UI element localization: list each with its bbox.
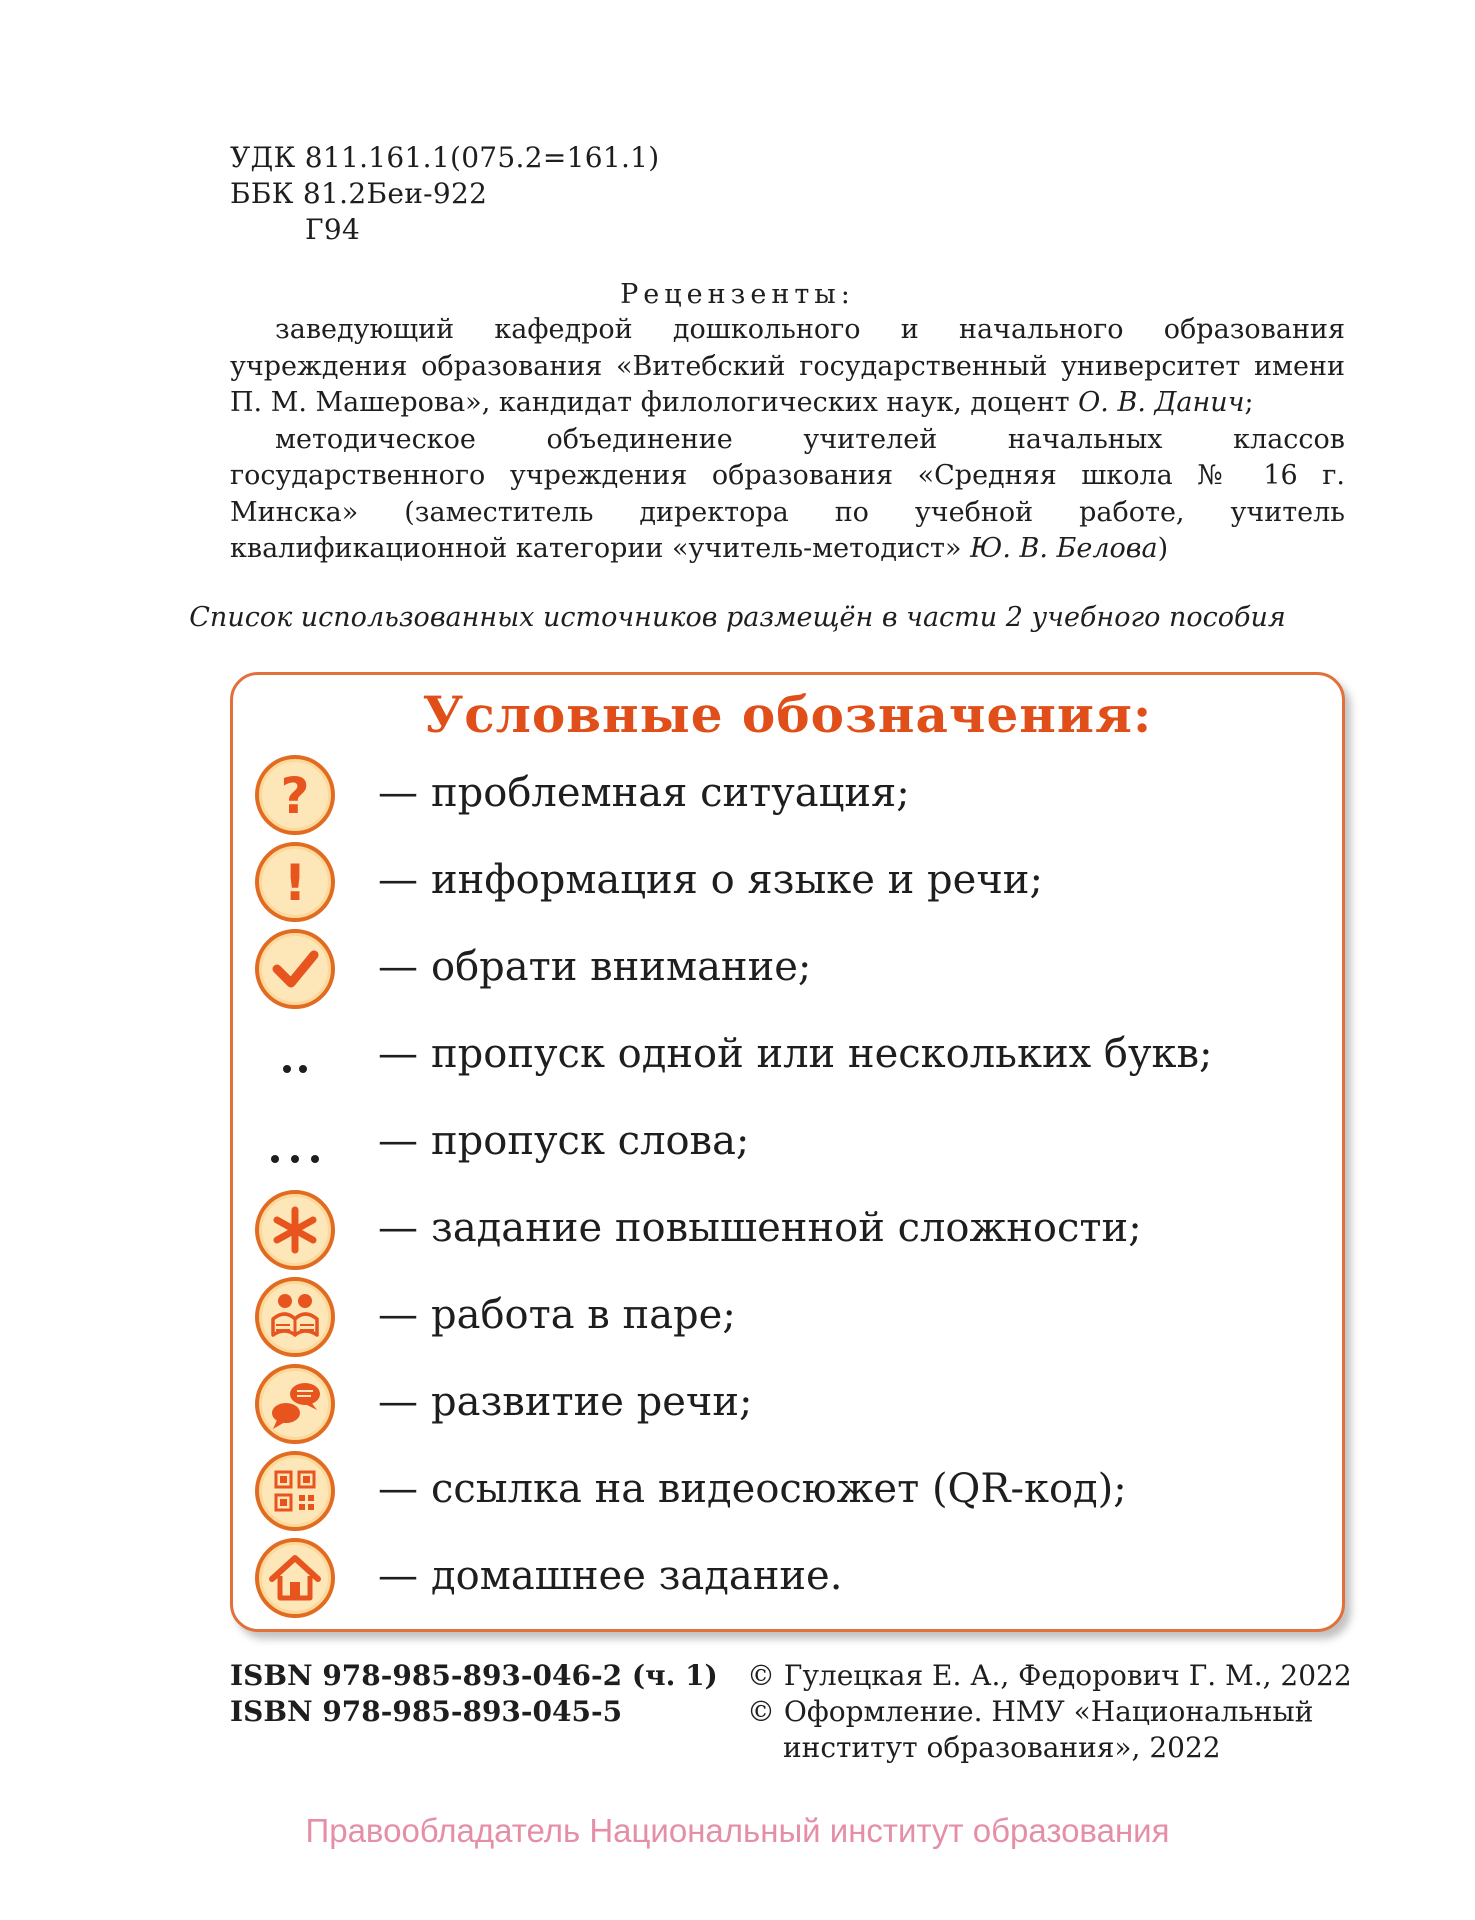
reviewer-2-description: методическое объединение учителей начальных классов государственного учреждения образования «Средняя школа № 16 г. Минска» (заместитель директора по учебной работе, учитель квалификационной категории «учитель-методист» [230, 423, 1345, 564]
rights-holder-watermark: Правообладатель Национальный институт образования [305, 1812, 1170, 1849]
copyright-design-line-1: © Оформление. НМУ «Национальный [747, 1695, 1314, 1728]
legend-text: информация о языке и речи; [431, 857, 1043, 903]
svg-text:!: ! [283, 854, 307, 912]
svg-text:?: ? [280, 767, 310, 825]
legend-text: ссылка на видеосюжет (QR-код); [431, 1466, 1127, 1512]
legend-item [253, 1449, 1313, 1533]
legend-item [253, 1362, 1313, 1446]
legend-text: пропуск одной или нескольких букв; [431, 1031, 1213, 1077]
isbn-general: ISBN 978-985-893-045-5 [230, 1695, 623, 1728]
copyright-design-line-2: институт образования», 2022 [783, 1731, 1221, 1764]
legend-item [253, 1275, 1313, 1359]
legend-dash: — [378, 1118, 418, 1164]
reviewer-1-description: заведующий кафедрой дошкольного и начального образования учреждения образования «Витебский государственный университет имени П. М. Машерова», кандидат филологических наук, доцент [230, 314, 1345, 418]
reviewer-paragraph-1 [230, 312, 1345, 422]
legend-item [253, 1188, 1313, 1272]
two-dots-icon [253, 1014, 337, 1098]
legend-text: обрати внимание; [431, 944, 812, 990]
author-sign: Г94 [305, 213, 361, 246]
reviewer-1-name: О. В. Данич [1078, 387, 1245, 418]
qr-code-icon [253, 1449, 337, 1533]
reviewers-heading: Рецензенты: [620, 279, 855, 310]
asterisk-icon [253, 1188, 337, 1272]
reviewer-1-end: ; [1244, 387, 1254, 418]
bibliographic-codes [230, 140, 660, 248]
legend-item [253, 1101, 1313, 1185]
sources-note: Список использованных источников размещён в части 2 учебного пособия [189, 602, 1286, 633]
legend-dash: — [378, 1031, 418, 1077]
legend-title: Условные обозначения: [422, 685, 1153, 744]
legend-dash: — [378, 857, 418, 903]
copyright-authors: © Гулецкая Е. А., Федорович Г. М., 2022 [747, 1659, 1352, 1692]
legend-text: работа в паре; [431, 1292, 736, 1338]
reviewer-2-end: ) [1157, 533, 1169, 564]
legend-item [253, 840, 1313, 924]
pair-work-icon [253, 1275, 337, 1359]
udk-code: УДК 811.161.1(075.2=161.1) [230, 141, 660, 174]
legend-item [253, 927, 1313, 1011]
reviewer-paragraph-2 [230, 422, 1345, 568]
legend-dash: — [378, 1379, 418, 1425]
reviewer-2-name: Ю. В. Белова [970, 533, 1158, 564]
question-icon [253, 753, 337, 837]
legend-dash: — [378, 1292, 418, 1338]
legend-dash: — [378, 1553, 418, 1599]
three-dots-icon [253, 1101, 337, 1185]
reviewers-text [230, 312, 1345, 568]
copyright-block [747, 1658, 1367, 1766]
legend-item [253, 753, 1313, 837]
legend-text: пропуск слова; [431, 1118, 750, 1164]
checkmark-icon [253, 927, 337, 1011]
legend-dash: — [378, 1205, 418, 1251]
legend-item [253, 1014, 1313, 1098]
legend-text: развитие речи; [431, 1379, 753, 1425]
exclamation-icon [253, 840, 337, 924]
legend-dash: — [378, 770, 418, 816]
house-icon [253, 1536, 337, 1620]
bbk-code: ББК 81.2Беи-922 [230, 177, 488, 210]
legend-text: проблемная ситуация; [431, 770, 910, 816]
legend-dash: — [378, 944, 418, 990]
legend-dash: — [378, 1466, 418, 1512]
legend-box [230, 672, 1345, 1632]
isbn-part-1: ISBN 978-985-893-046-2 (ч. 1) [230, 1659, 718, 1692]
legend-text: задание повышенной сложности; [431, 1205, 1142, 1251]
legend-item [253, 1536, 1313, 1620]
isbn-block [230, 1658, 718, 1730]
legend-text: домашнее задание. [431, 1553, 843, 1599]
speech-bubbles-icon [253, 1362, 337, 1446]
